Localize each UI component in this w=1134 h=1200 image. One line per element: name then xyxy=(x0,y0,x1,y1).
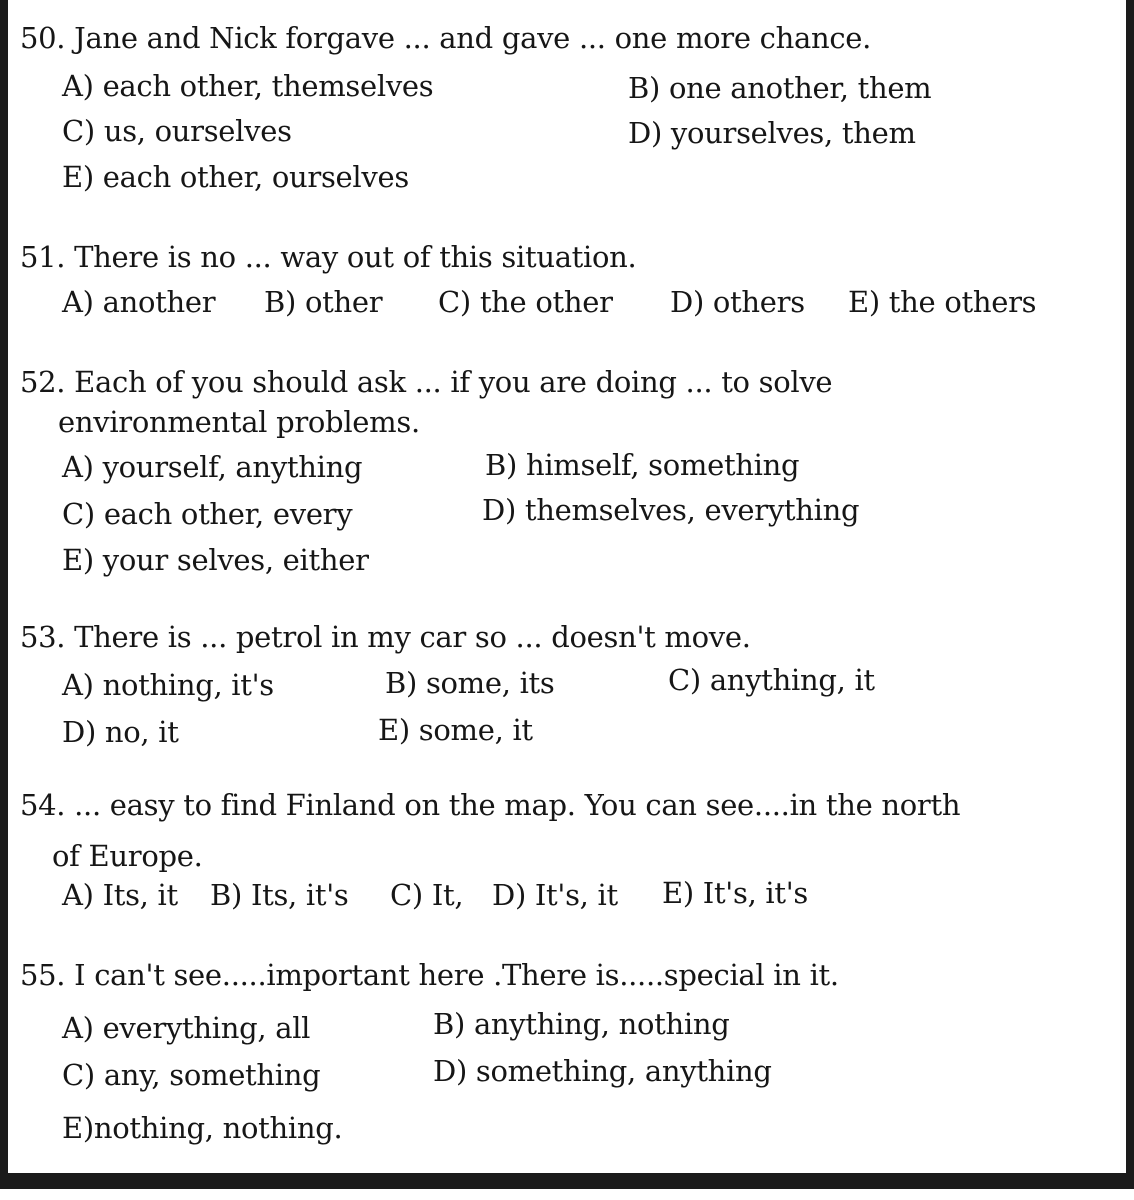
q53-option-b: B) some, its xyxy=(385,666,555,700)
q52-option-c: C) each other, every xyxy=(62,497,353,531)
q52-option-a: A) yourself, anything xyxy=(62,450,363,484)
right-border xyxy=(1126,0,1134,1173)
bottom-border xyxy=(0,1173,1134,1189)
q53-option-c: C) anything, it xyxy=(668,663,875,697)
q55-option-e: E)nothing, nothing. xyxy=(62,1111,343,1145)
q55-option-a: A) everything, all xyxy=(62,1011,311,1045)
question-53-stem: 53. There is ... petrol in my car so ... doesn't move. xyxy=(20,620,751,654)
q55-option-b: B) anything, nothing xyxy=(433,1007,730,1041)
q54-option-c: C) It, xyxy=(390,878,464,912)
q50-option-e: E) each other, ourselves xyxy=(62,160,409,194)
q51-option-b: B) other xyxy=(264,285,383,319)
question-50-stem: 50. Jane and Nick forgave ... and gave ... one more chance. xyxy=(20,21,872,55)
q55-option-c: C) any, something xyxy=(62,1058,321,1092)
q55-option-d: D) something, anything xyxy=(433,1054,772,1088)
question-54-stem-cont: of Europe. xyxy=(52,839,203,873)
question-54-stem: 54. ... easy to find Finland on the map. You can see....in the north xyxy=(20,788,961,822)
q54-option-e: E) It's, it's xyxy=(662,876,808,910)
q51-option-a: A) another xyxy=(62,285,216,319)
q50-option-b: B) one another, them xyxy=(628,71,932,105)
q50-option-c: C) us, ourselves xyxy=(62,114,292,148)
q51-option-d: D) others xyxy=(670,285,805,319)
q54-option-b: B) Its, it's xyxy=(210,878,349,912)
q51-option-c: C) the other xyxy=(438,285,613,319)
q53-option-e: E) some, it xyxy=(378,713,533,747)
question-55-stem: 55. I can't see.....important here .There is.....special in it. xyxy=(20,958,839,992)
q52-option-d: D) themselves, everything xyxy=(482,493,860,527)
q52-option-b: B) himself, something xyxy=(485,448,800,482)
q54-option-a: A) Its, it xyxy=(62,878,178,912)
q51-option-e: E) the others xyxy=(848,285,1037,319)
left-border xyxy=(0,0,8,1173)
question-52-stem: 52. Each of you should ask ... if you are doing ... to solve xyxy=(20,365,833,399)
question-52-stem-cont: environmental problems. xyxy=(58,405,420,439)
question-51-stem: 51. There is no ... way out of this situation. xyxy=(20,240,637,274)
q50-option-d: D) yourselves, them xyxy=(628,116,916,150)
q50-option-a: A) each other, themselves xyxy=(62,69,434,103)
q53-option-d: D) no, it xyxy=(62,715,179,749)
q52-option-e: E) your selves, either xyxy=(62,543,369,577)
q54-option-d: D) It's, it xyxy=(492,878,618,912)
q53-option-a: A) nothing, it's xyxy=(62,668,274,702)
